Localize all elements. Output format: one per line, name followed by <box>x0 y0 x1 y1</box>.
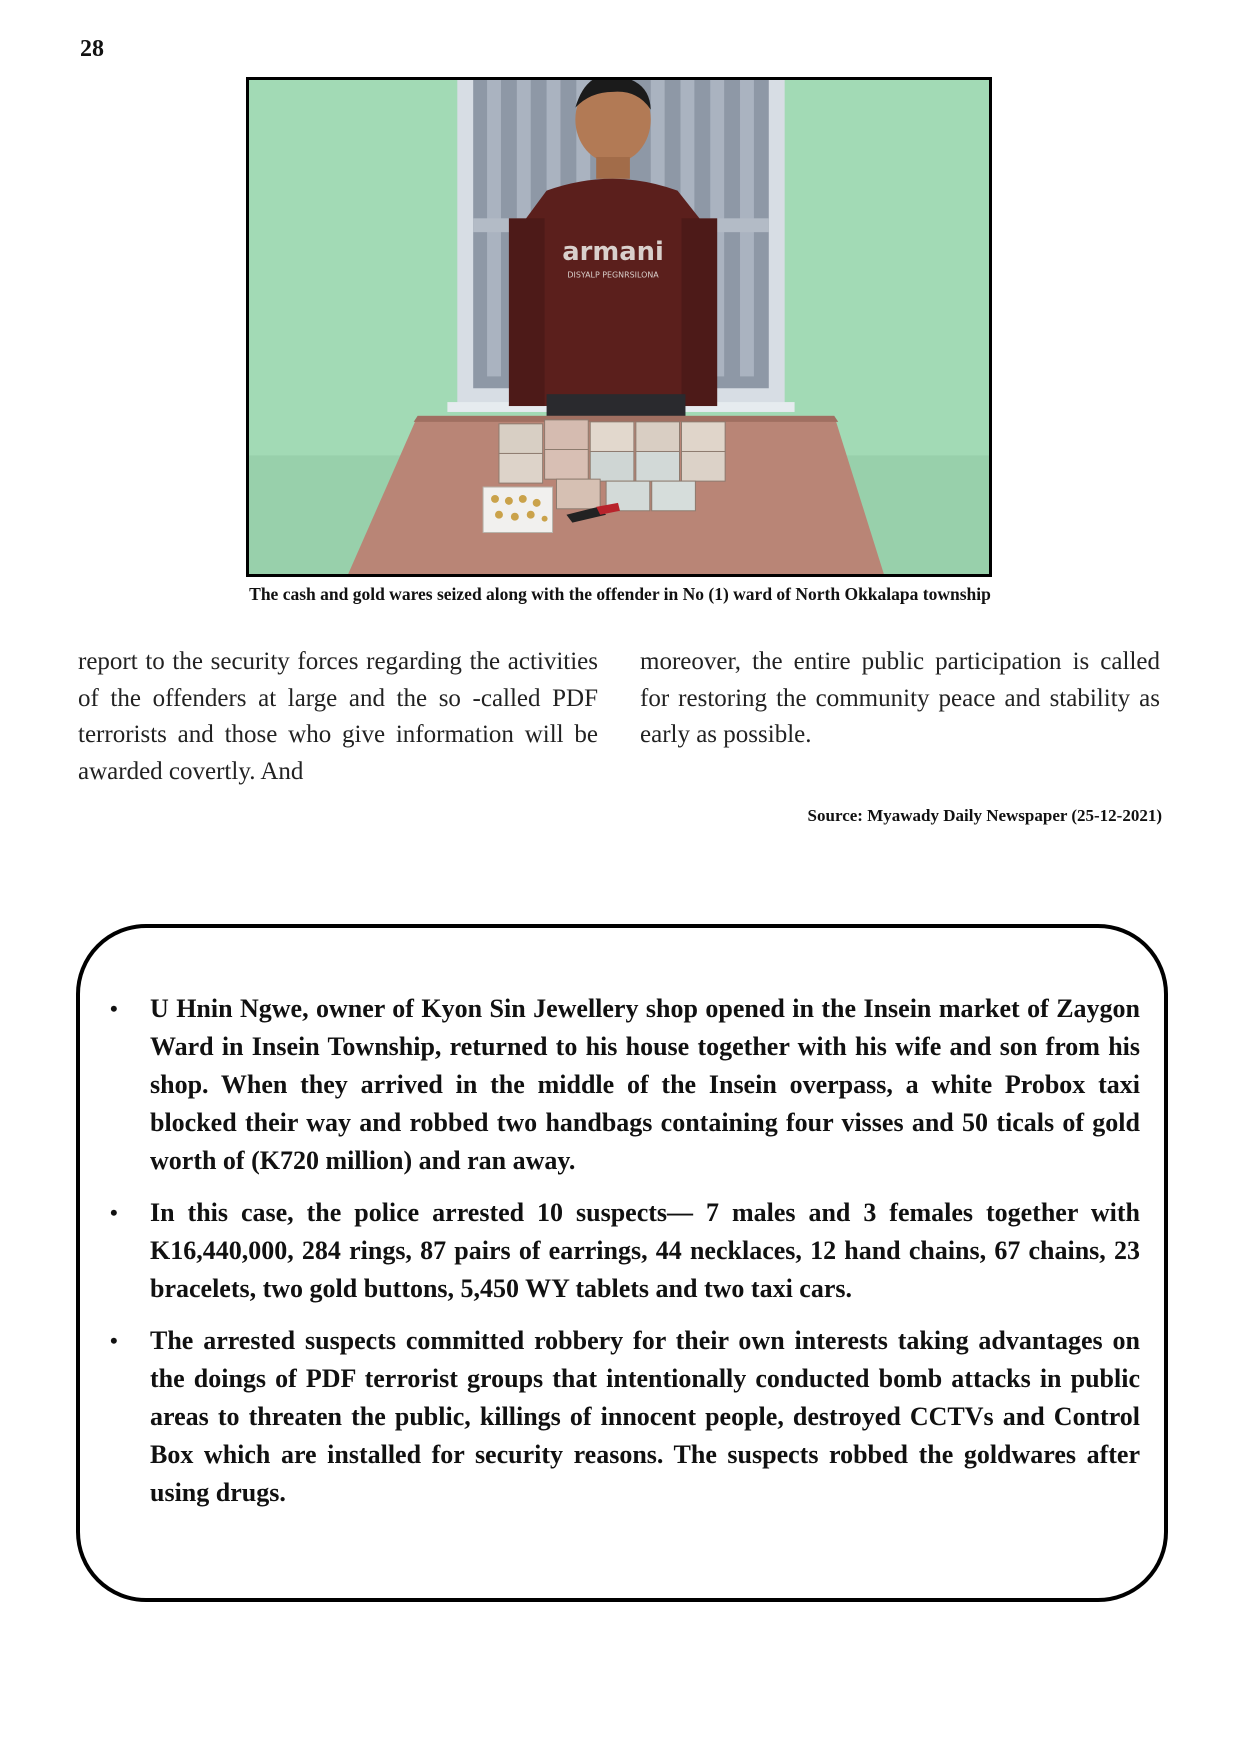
bullet-icon: • <box>110 996 118 1021</box>
source-citation: Source: Myawady Daily Newspaper (25-12-2021) <box>807 806 1162 825</box>
list-item-text: U Hnin Ngwe, owner of Kyon Sin Jewellery shop opened in the Insein market of Zaygon Ward in Insein Township, returned to his house together with his wife and son from his shop. When they arrived in the middle of the Insein overpass, a white Probox taxi blocked their way and robbed two handbags containing four visses and 50 ticals of gold worth of (K720 million) and ran away. <box>150 994 1140 1175</box>
bullet-icon: • <box>110 1328 118 1353</box>
list-item <box>110 1322 1140 1512</box>
shirt-subtext: DISYALP PEGNRSILONA <box>567 270 659 280</box>
list-item-text: In this case, the police arrested 10 suspects— 7 males and 3 females together with K16,440,000, 284 rings, 87 pairs of earrings, 44 necklaces, 12 hand chains, 67 chains, 23 bracelets, two gold buttons, 5,450 WY tablets and two taxi cars. <box>150 1198 1140 1303</box>
shirt-brand-text: armani <box>562 236 664 267</box>
article-column-right: moreover, the entire public participation is called for restoring the community peace and stability as early as possible. <box>640 648 1160 748</box>
bullet-list <box>110 990 1140 1526</box>
photo-caption: The cash and gold wares seized along with the offender in No (1) ward of North Okkalapa township <box>249 584 991 604</box>
highlight-box <box>76 924 1168 1602</box>
page-number: 28 <box>80 36 104 62</box>
article-column-left: report to the security forces regarding the activities of the offenders at large and the so -called PDF terrorists and those who give information will be awarded covertly. And <box>78 648 598 785</box>
gold-wares-card <box>483 487 552 532</box>
list-item <box>110 1194 1140 1308</box>
evidence-photo <box>246 77 992 577</box>
photo-illustration <box>249 80 989 574</box>
list-item <box>110 990 1140 1180</box>
bullet-icon: • <box>110 1200 118 1225</box>
list-item-text: The arrested suspects committed robbery for their own interests taking advantages on the doings of PDF terrorist groups that intentionally conducted bomb attacks in public areas to threaten the public, killings of innocent people, destroyed CCTVs and Control Box which are installed for security reasons. The suspects robbed the goldwares after using drugs. <box>150 1326 1140 1507</box>
